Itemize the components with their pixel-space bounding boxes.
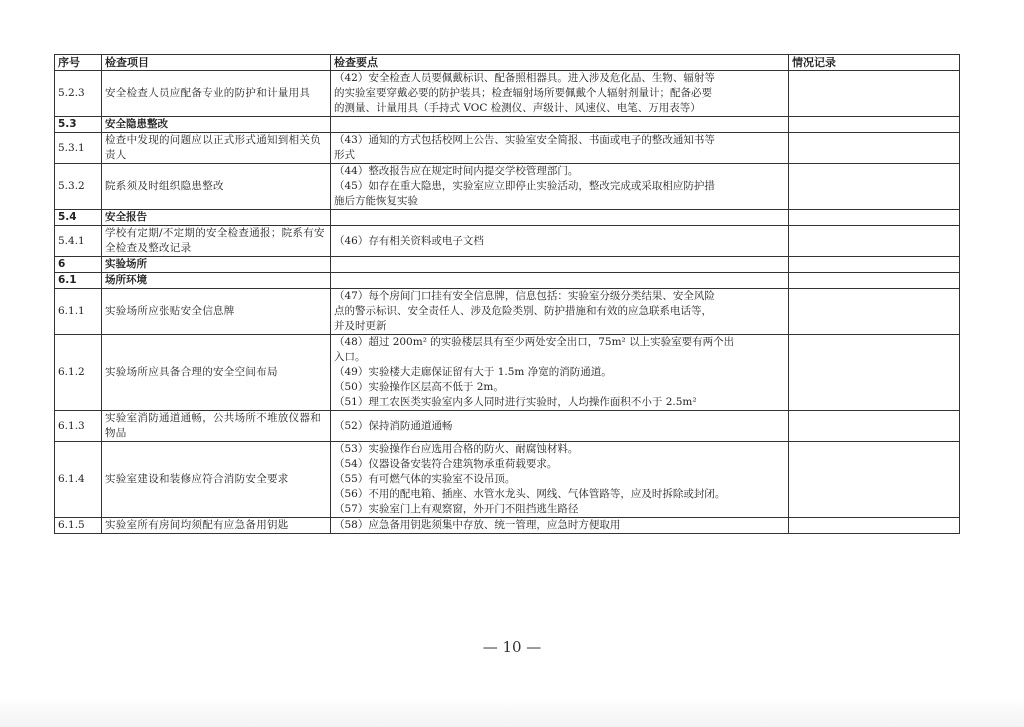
- scan-edge-shadow: [0, 697, 1024, 727]
- section-requirement-cell: [331, 257, 789, 273]
- section-title: 实验场所: [102, 257, 331, 273]
- requirement-line: （58）应急备用钥匙须集中存放、统一管理，应急时方便取用: [334, 519, 621, 531]
- table-row: [55, 518, 960, 534]
- section-record-cell: [789, 210, 960, 226]
- requirement-line: （57）实验室门上有观察窗，外开门不阻挡逃生路径: [334, 503, 579, 515]
- item-number: 6.1.2: [55, 335, 102, 411]
- section-number: 5.4: [55, 210, 102, 226]
- record-cell[interactable]: [789, 133, 960, 164]
- table-row: [55, 289, 960, 335]
- inspection-item: 院系须及时组织隐患整改: [102, 164, 331, 210]
- header-no: 序号: [55, 55, 102, 71]
- section-row: [55, 210, 960, 226]
- section-requirement-cell: [331, 210, 789, 226]
- section-number: 6.1: [55, 273, 102, 289]
- inspection-requirement: [331, 71, 789, 117]
- requirement-line: 的测量、计量用具（手持式 VOC 检测仪、声级计、风速仪、电笔、万用表等）: [334, 102, 701, 114]
- table-row: [55, 442, 960, 518]
- header-requirement: 检查要点: [331, 55, 789, 71]
- requirement-line: （47）每个房间门口挂有安全信息牌，信息包括：实验室分级分类结果、安全风险: [334, 290, 715, 302]
- item-number: 6.1.4: [55, 442, 102, 518]
- inspection-requirement: [331, 164, 789, 210]
- requirement-line: （45）如存在重大隐患，实验室应立即停止实验活动，整改完成或采取相应防护措: [334, 180, 715, 192]
- record-cell[interactable]: [789, 289, 960, 335]
- item-number: 6.1.3: [55, 411, 102, 442]
- table-row: [55, 133, 960, 164]
- item-number: 6.1.1: [55, 289, 102, 335]
- inspection-item: 安全检查人员应配备专业的防护和计量用具: [102, 71, 331, 117]
- item-number: 6.1.5: [55, 518, 102, 534]
- section-row: [55, 273, 960, 289]
- record-cell[interactable]: [789, 442, 960, 518]
- requirement-line: （55）有可燃气体的实验室不设吊顶。: [334, 473, 516, 485]
- item-number: 5.3.2: [55, 164, 102, 210]
- item-number: 5.4.1: [55, 226, 102, 257]
- record-cell[interactable]: [789, 164, 960, 210]
- section-row: [55, 117, 960, 133]
- table-row: [55, 335, 960, 411]
- section-number: 6: [55, 257, 102, 273]
- inspection-item: 实验室建设和装修应符合消防安全要求: [102, 442, 331, 518]
- inspection-item: 实验场所应张贴安全信息牌: [102, 289, 331, 335]
- requirement-line: （49）实验楼大走廊保证留有大于 1.5m 净宽的消防通道。: [334, 366, 612, 378]
- requirement-line: 入口。: [334, 351, 366, 363]
- section-row: [55, 257, 960, 273]
- inspection-requirement: [331, 518, 789, 534]
- requirement-line: 施后方能恢复实验: [334, 195, 418, 207]
- item-number: 5.2.3: [55, 71, 102, 117]
- section-title: 安全报告: [102, 210, 331, 226]
- record-cell[interactable]: [789, 518, 960, 534]
- section-record-cell: [789, 273, 960, 289]
- requirement-line: 并及时更新: [334, 320, 387, 332]
- table-row: [55, 71, 960, 117]
- requirement-line: （43）通知的方式包括校网上公告、实验室安全简报、书面或电子的整改通知书等: [334, 134, 715, 146]
- inspection-requirement: [331, 226, 789, 257]
- header-record: 情况记录: [789, 55, 960, 71]
- header-item: 检查项目: [102, 55, 331, 71]
- table-body: [55, 71, 960, 534]
- section-record-cell: [789, 257, 960, 273]
- section-record-cell: [789, 117, 960, 133]
- inspection-item: 检查中发现的问题应以正式形式通知到相关负责人: [102, 133, 331, 164]
- table-row: [55, 226, 960, 257]
- requirement-line: 形式: [334, 149, 355, 161]
- page-number: — 10 —: [482, 638, 542, 656]
- section-title: 场所环境: [102, 273, 331, 289]
- requirement-line: （46）存有相关资料或电子文档: [334, 234, 484, 247]
- requirement-line: （51）理工农医类实验室内多人同时进行实验时，人均操作面积不小于 2.5m²: [334, 396, 697, 408]
- record-cell[interactable]: [789, 411, 960, 442]
- requirement-line: （52）保持消防通道通畅: [334, 419, 453, 432]
- inspection-item: 实验场所应具备合理的安全空间布局: [102, 335, 331, 411]
- section-requirement-cell: [331, 117, 789, 133]
- record-cell[interactable]: [789, 226, 960, 257]
- requirement-line: （48）超过 200m² 的实验楼层具有至少两处安全出口，75m² 以上实验室要有两个出: [334, 336, 735, 348]
- section-requirement-cell: [331, 273, 789, 289]
- requirement-line: （54）仪器设备安装符合建筑物承重荷载要求。: [334, 458, 558, 470]
- item-number: 5.3.1: [55, 133, 102, 164]
- requirement-line: （56）不用的配电箱、插座、水管水龙头、网线、气体管路等，应及时拆除或封闭。: [334, 488, 726, 500]
- section-number: 5.3: [55, 117, 102, 133]
- inspection-requirement: [331, 289, 789, 335]
- inspection-requirement: [331, 133, 789, 164]
- inspection-requirement: [331, 442, 789, 518]
- requirement-line: 点的警示标识、安全责任人、涉及危险类别、防护措施和有效的应急联系电话等，: [334, 305, 712, 317]
- requirement-line: （53）实验操作台应选用合格的防火、耐腐蚀材料。: [334, 443, 579, 455]
- inspection-item: 实验室消防通道通畅，公共场所不堆放仪器和物品: [102, 411, 331, 442]
- inspection-item: 学校有定期/不定期的安全检查通报；院系有安全检查及整改记录: [102, 226, 331, 257]
- table-row: [55, 164, 960, 210]
- inspection-table: [54, 54, 960, 534]
- requirement-line: （44）整改报告应在规定时间内提交学校管理部门。: [334, 165, 579, 177]
- inspection-requirement: [331, 411, 789, 442]
- requirement-line: （50）实验操作区层高不低于 2m。: [334, 381, 504, 393]
- record-cell[interactable]: [789, 335, 960, 411]
- inspection-item: 实验室所有房间均须配有应急备用钥匙: [102, 518, 331, 534]
- section-title: 安全隐患整改: [102, 117, 331, 133]
- record-cell[interactable]: [789, 71, 960, 117]
- inspection-requirement: [331, 335, 789, 411]
- table-row: [55, 411, 960, 442]
- requirement-line: 的实验室要穿戴必要的防护装具；检查辐射场所要佩戴个人辐射剂量计；配备必要: [334, 87, 712, 99]
- requirement-line: （42）安全检查人员要佩戴标识、配备照相器具。进入涉及危化品、生物、辐射等: [334, 72, 715, 84]
- table-header-row: [55, 55, 960, 71]
